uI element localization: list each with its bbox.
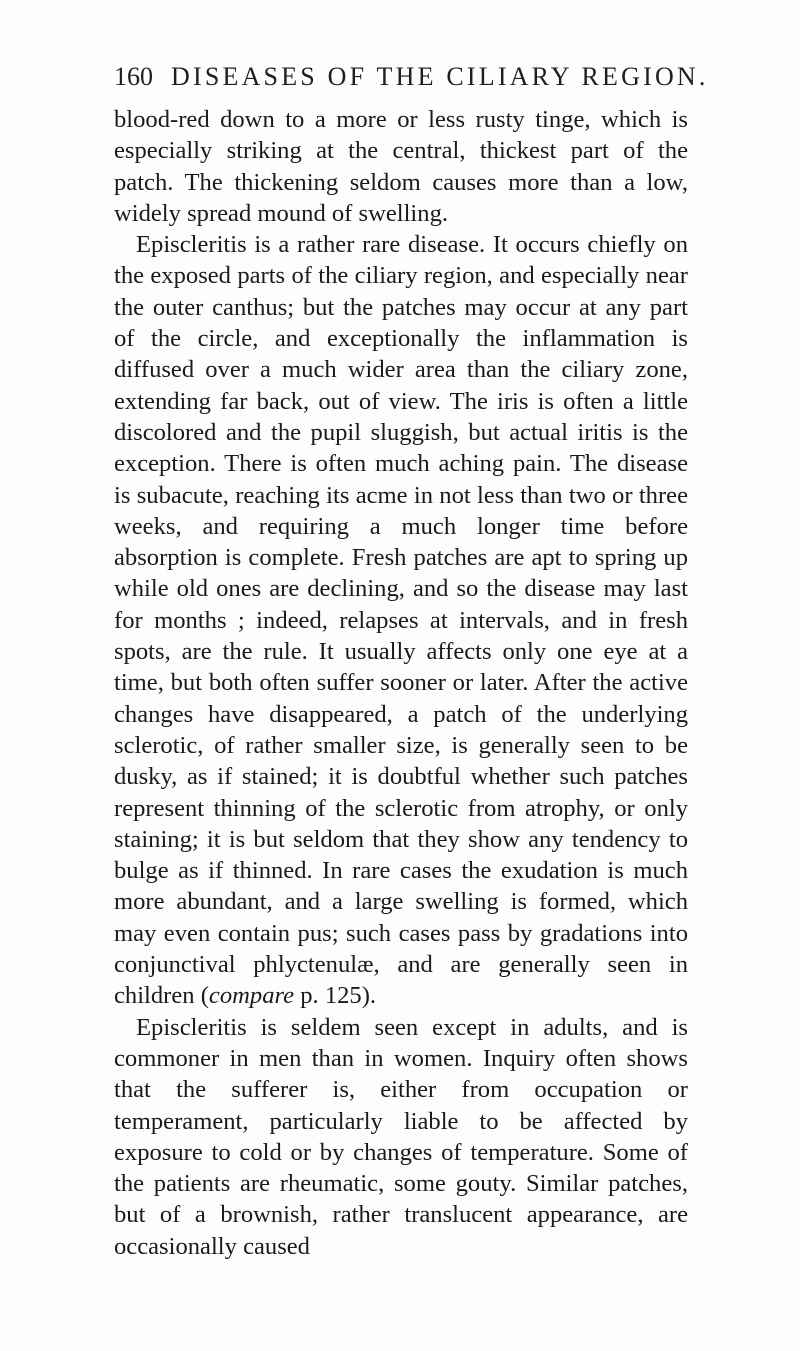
running-title: DISEASES OF THE CILIARY REGION. xyxy=(171,62,709,91)
page-number: 160 xyxy=(114,62,153,91)
paragraph-episcleritis-description xyxy=(114,229,688,1011)
italic-reference: compare xyxy=(208,982,295,1010)
running-head xyxy=(114,62,709,102)
body-text xyxy=(114,104,688,1262)
paragraph-text-tail: p. 125). xyxy=(294,982,377,1010)
paragraph-continuation xyxy=(114,104,688,229)
paragraph-episcleritis-occurrence xyxy=(114,1012,688,1262)
paragraph-text: Episcleritis is a rather rare disease. It occurs chiefly on the exposed parts of the ciliary region, and especially near the outer canthus; but the patches may occur at any part of the circle, and exceptionally the inflammation is diffused over a much wider area than the ciliary zone, extending far back, out of view. The iris is often a little discolored and the pupil sluggish, but actual iritis is the exception. There is often much aching pain. The disease is subacute, reaching its acme in not less than two or three weeks, and requiring a much longer time before absorption is complete. Fresh patches are apt to spring up while old ones are declining, and so the disease may last for months ; indeed, relapses at intervals, and in fresh spots, are the rule. It usually affects only one eye at a time, but both often suffer sooner or later. After the active changes have disappeared, a patch of the underlying sclerotic, of rather smaller size, is generally seen to be dusky, as if stained; it is doubtful whether such patches represent thinning of the sclerotic from atrophy, or only staining; it is but seldom that they show any tendency to bulge as if thinned. In rare cases the exudation is much more abundant, and a large swelling is formed, which may even contain pus; such cases pass by gradations into conjunctival phlyctenulæ, and are generally seen in children ( xyxy=(114,231,688,1010)
paragraph-text: blood-red down to a more or less rusty tinge, which is especially striking at the central, thickest part of the patch. The thickening seldom causes more than a low, widely spread mound of swelling. xyxy=(114,106,688,227)
paragraph-text: Episcleritis is seldem seen except in adults, and is commoner in men than in women. Inquiry often shows that the sufferer is, either from occupation or temperament, particularly liable to be affected by exposure to cold or by changes of temperature. Some of the patients are rheumatic, some gouty. Similar patches, but of a brownish, rather translucent appearance, are occasionally caused xyxy=(114,1013,688,1260)
